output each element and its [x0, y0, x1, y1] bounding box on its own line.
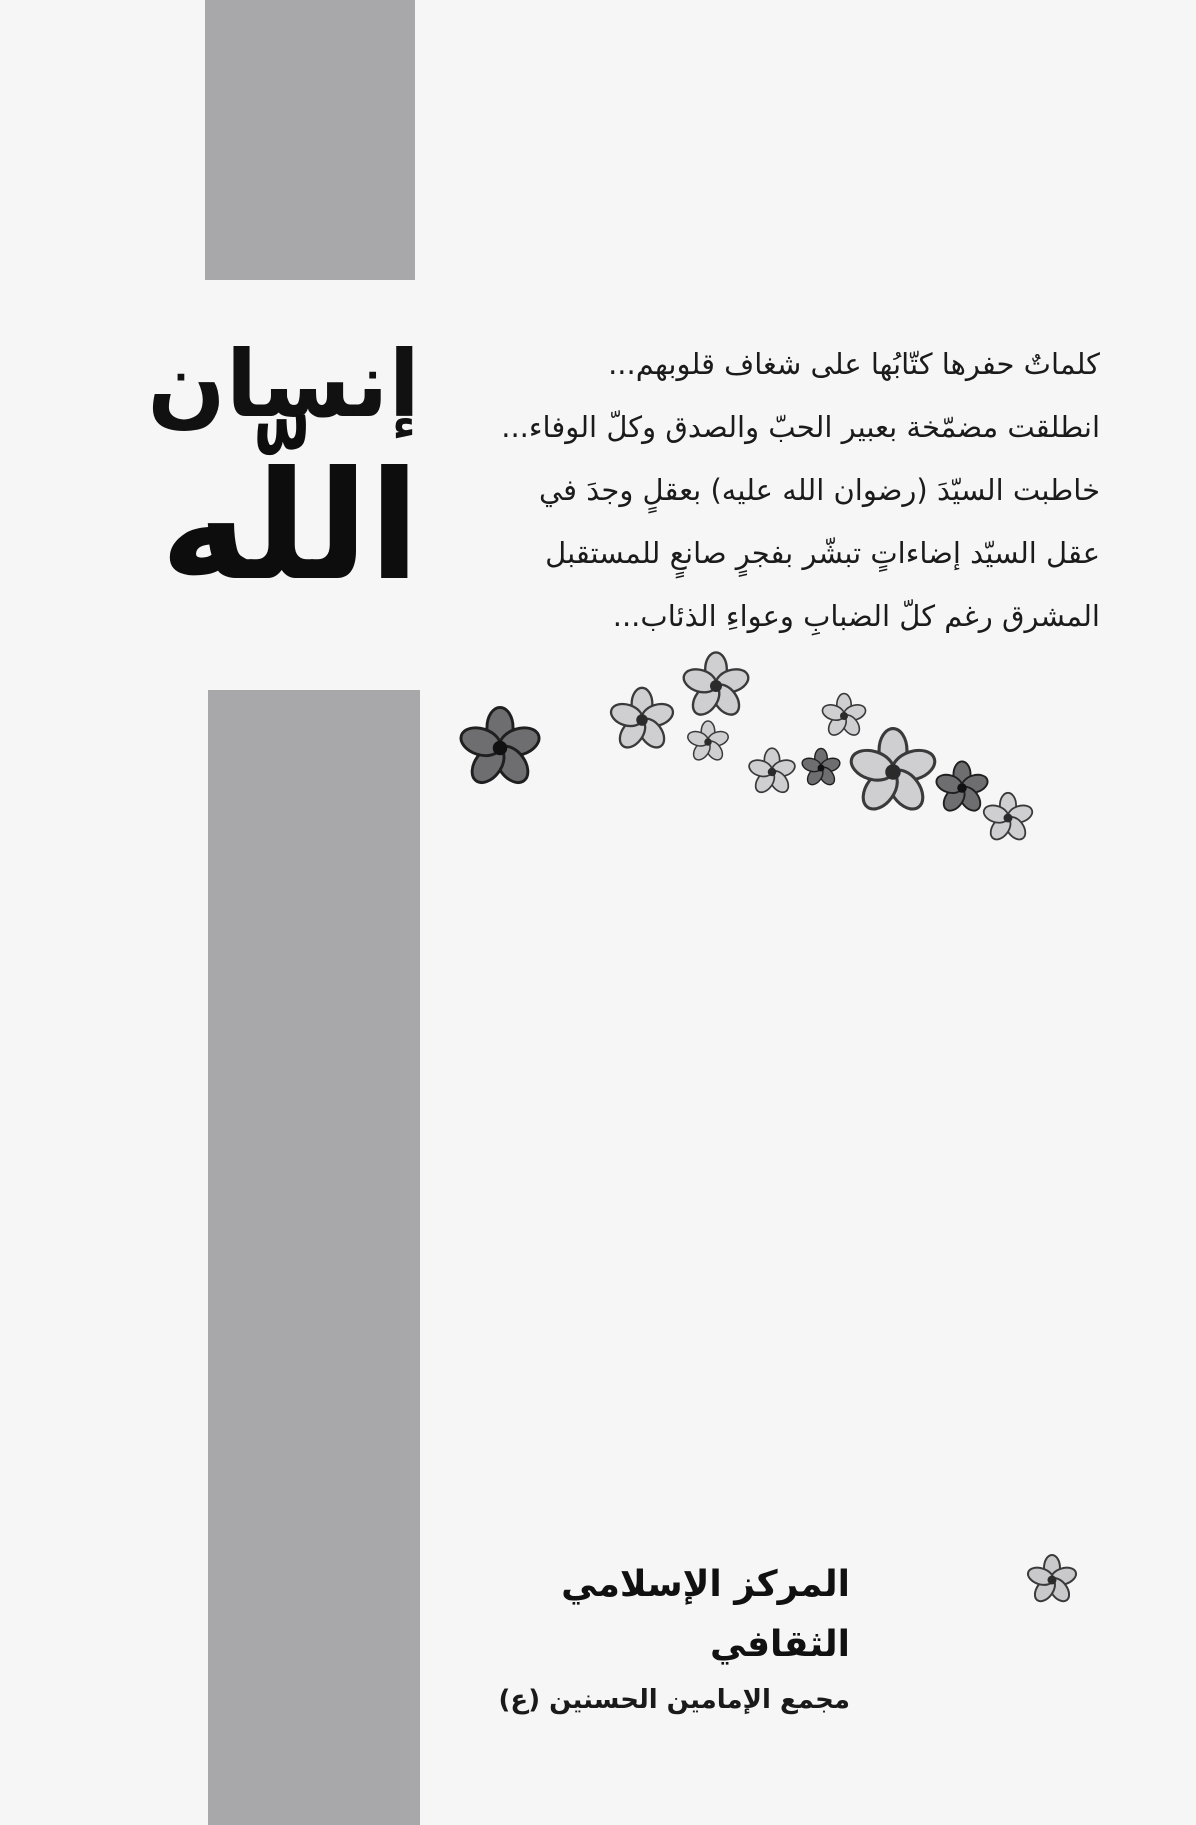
publisher-subtitle: مجمع الإمامين الحسنين (ع)	[498, 1685, 850, 1715]
blurb-line: خاطبت السيّدَ (رضوان الله عليه) بعقلٍ وجدَ في	[538, 473, 1100, 507]
publisher-block	[430, 1555, 850, 1725]
title-line-1: إنسان	[147, 331, 420, 438]
book-title	[147, 330, 420, 635]
flower-cluster-icon	[450, 650, 1070, 860]
decorative-bar-bottom	[208, 690, 420, 1825]
publisher-name: المركز الإسلامي الثقافي	[561, 1564, 850, 1665]
title-line-2: اللّه	[160, 440, 420, 614]
blurb-line: المشرق رغم كلّ الضبابِ وعواءِ الذئاب...	[612, 599, 1100, 633]
blurb-paragraph	[440, 333, 1100, 648]
flower-icon	[1020, 1548, 1084, 1612]
blurb-line: عقل السيّد إضاءاتٍ تبشّر بفجرٍ صانعٍ للمستقبل	[545, 536, 1100, 570]
blurb-line: انطلقت مضمّخة بعبير الحبّ والصدق وكلّ الوفاء...	[501, 410, 1100, 444]
blurb-line: كلماتٌ حفرها كتّابُها على شغاف قلوبهم...	[608, 347, 1100, 381]
decorative-bar-top	[205, 0, 415, 280]
